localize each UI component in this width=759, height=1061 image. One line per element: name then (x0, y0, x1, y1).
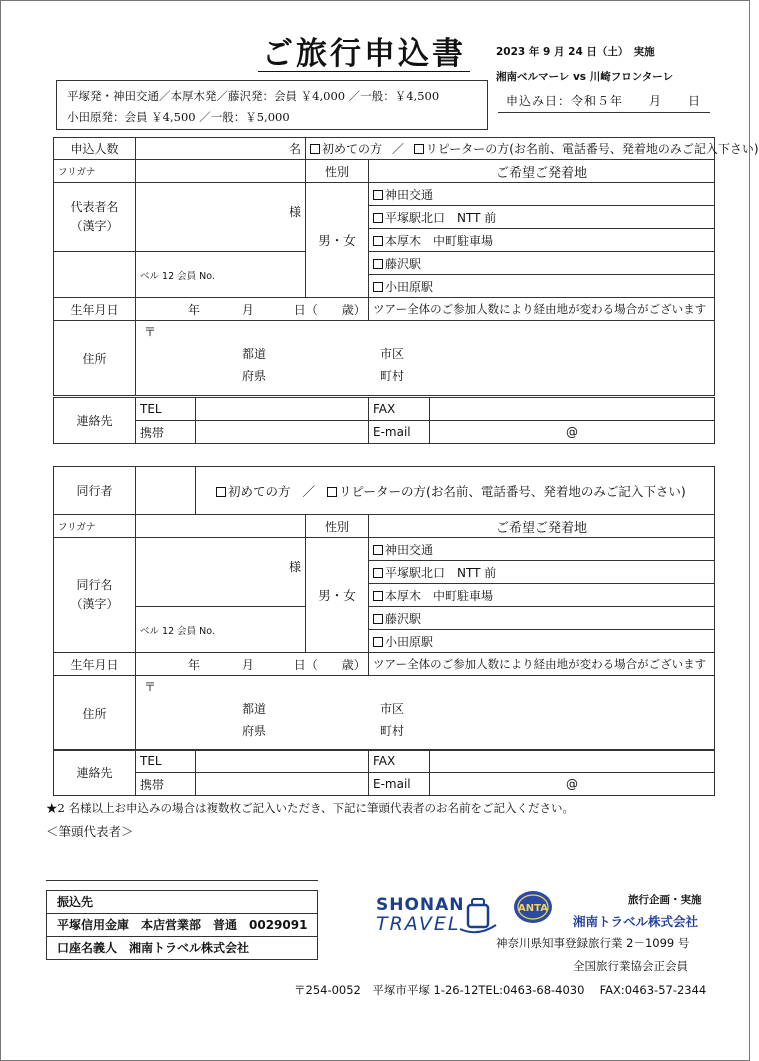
fax-label: FAX (369, 398, 430, 421)
company-role: 旅行企画・実施 (628, 894, 702, 906)
rep-name-field[interactable]: 様 (136, 183, 306, 252)
multiple-note: ★2 名様以上お申込みの場合は複数枚ご記入いただき、下記に筆頭代表者のお名前をご記入ください。 (46, 801, 575, 815)
departure-checkbox[interactable] (373, 282, 383, 292)
bank-account: 平塚信用金庫 本店営業部 普通 0029091 (47, 914, 317, 937)
tel-field[interactable] (196, 398, 369, 421)
applicants-label: 申込人数 (54, 138, 136, 160)
email-field[interactable]: @ (430, 773, 715, 796)
companion-count-field[interactable] (136, 467, 196, 515)
birth-label: 生年月日 (54, 653, 136, 676)
companion-name-label: 同行名 （漢字） (54, 538, 136, 653)
departure-checkbox[interactable] (373, 637, 383, 647)
fax-field[interactable] (430, 750, 715, 773)
company-association: 全国旅行業協会正会員 (573, 959, 688, 973)
lead-rep-label: ＜筆頭代表者＞ (46, 824, 134, 839)
birth-label: 生年月日 (54, 298, 136, 321)
first-time-checkbox[interactable] (216, 487, 226, 497)
departure-checkbox[interactable] (373, 236, 383, 246)
lead-rep-signature-line[interactable] (46, 880, 318, 881)
furigana-label: フリガナ (54, 515, 136, 538)
departure-option-4[interactable]: 小田原駅 (369, 630, 715, 653)
svg-text:ANTA: ANTA (518, 903, 548, 914)
birth-note: ツアー全体のご参加人数により経由地が変わる場合がございます (369, 298, 715, 321)
application-date: 申込み日：令和５年 月 日 (506, 94, 702, 108)
companion-label: 同行者 (54, 467, 136, 515)
mobile-label: 携帯 (136, 421, 196, 444)
event-match: 湘南ベルマーレ vs 川崎フロンターレ (496, 71, 674, 83)
departure-option-3[interactable]: 藤沢駅 (369, 252, 715, 275)
fax-label: FAX (369, 750, 430, 773)
departure-checkbox[interactable] (373, 591, 383, 601)
departure-checkbox[interactable] (373, 259, 383, 269)
departure-option-2[interactable]: 本厚木 中町駐車場 (369, 584, 715, 607)
company-address: 〒254-0052 平塚市平塚 1-26-12TEL:0463-68-4030 FAX:0463-57-2344 (294, 983, 707, 997)
company-license: 神奈川県知事登録旅行業 2－1099 号 (496, 936, 690, 950)
first-time-checkbox[interactable] (310, 144, 320, 154)
gender-options[interactable]: 男・女 (306, 183, 369, 298)
departure-option-0[interactable]: 神田交通 (369, 183, 715, 206)
applicants-count-field[interactable]: 名 (136, 138, 306, 160)
contact-label: 連絡先 (54, 398, 136, 444)
email-label: E-mail (369, 773, 430, 796)
repeater-checkbox[interactable] (414, 144, 424, 154)
gender-label: 性別 (306, 515, 369, 538)
departure-checkbox[interactable] (373, 190, 383, 200)
tel-field[interactable] (196, 750, 369, 773)
price-line-2: 小田原発：会員 ￥4,500 ／一般：￥5,000 (67, 110, 290, 124)
departure-option-3[interactable]: 藤沢駅 (369, 607, 715, 630)
bank-heading: 振込先 (47, 891, 317, 914)
mobile-field[interactable] (196, 773, 369, 796)
contact-table-2 (53, 749, 715, 796)
price-line-1: 平塚発・神田交通／本厚木発／藤沢発：会員 ￥4,000 ／一般：￥4,500 (67, 89, 440, 103)
mobile-field[interactable] (196, 421, 369, 444)
anta-badge-icon (512, 889, 554, 925)
departure-checkbox[interactable] (373, 614, 383, 624)
page-title: ご旅行申込書 (262, 36, 466, 72)
fax-field[interactable] (430, 398, 715, 421)
rep-name-label-spacer (54, 252, 136, 298)
departure-option-1[interactable]: 平塚駅北口 NTT 前 (369, 561, 715, 584)
birth-date-field[interactable]: 年 月 日（ 歳） (136, 653, 369, 676)
gender-options[interactable]: 男・女 (306, 538, 369, 653)
departure-header: ご希望ご発着地 (369, 515, 715, 538)
application-date-underline (498, 112, 710, 113)
visit-type-field[interactable]: 初めての方 ／ リピーターの方(お名前、電話番号、発着地のみご記入下さい) (306, 138, 715, 160)
departure-checkbox[interactable] (373, 545, 383, 555)
departure-option-4[interactable]: 小田原駅 (369, 275, 715, 298)
furigana-field[interactable] (136, 160, 306, 183)
companion-table (53, 466, 715, 751)
email-label: E-mail (369, 421, 430, 444)
birth-note: ツアー全体のご参加人数により経由地が変わる場合がございます (369, 653, 715, 676)
birth-date-field[interactable]: 年 月 日（ 歳） (136, 298, 369, 321)
furigana-field[interactable] (136, 515, 306, 538)
title-underline (258, 71, 470, 72)
companion-visit-type-field[interactable]: 初めての方 ／ リピーターの方(お名前、電話番号、発着地のみご記入下さい) (196, 467, 715, 515)
contact-table-1 (53, 397, 715, 444)
member-number-field[interactable]: ベル 12 会員 No. (136, 252, 306, 298)
mobile-label: 携帯 (136, 773, 196, 796)
departure-checkbox[interactable] (373, 568, 383, 578)
tel-label: TEL (136, 398, 196, 421)
price-box (56, 80, 488, 130)
bank-holder: 口座名義人 湘南トラベル株式会社 (57, 941, 250, 955)
companion-name-field[interactable]: 様 (136, 538, 306, 607)
company-name: 湘南トラベル株式会社 (573, 914, 699, 929)
representative-table (53, 137, 759, 396)
email-field[interactable]: @ (430, 421, 715, 444)
contact-label: 連絡先 (54, 750, 136, 796)
tel-label: TEL (136, 750, 196, 773)
departure-option-1[interactable]: 平塚駅北口 NTT 前 (369, 206, 715, 229)
address-label: 住所 (54, 676, 136, 751)
departure-option-2[interactable]: 本厚木 中町駐車場 (369, 229, 715, 252)
repeater-checkbox[interactable] (327, 487, 337, 497)
gender-label: 性別 (306, 160, 369, 183)
departure-header: ご希望ご発着地 (369, 160, 715, 183)
departure-option-0[interactable]: 神田交通 (369, 538, 715, 561)
furigana-label: フリガナ (54, 160, 136, 183)
address-field[interactable]: 〒 都道 府県 市区 町村 (136, 321, 715, 396)
departure-checkbox[interactable] (373, 213, 383, 223)
rep-name-label: 代表者名 （漢字） (54, 183, 136, 252)
bank-box (46, 890, 318, 960)
address-label: 住所 (54, 321, 136, 396)
luggage-icon (458, 895, 498, 939)
event-date: 2023 年 9 月 24 日（土） 実施 (496, 46, 655, 58)
member-number-field[interactable]: ベル 12 会員 No. (136, 607, 306, 653)
shonan-travel-logo: SHONAN TRAVEL (374, 895, 502, 941)
address-field[interactable]: 〒 都道 府県 市区 町村 (136, 676, 715, 751)
